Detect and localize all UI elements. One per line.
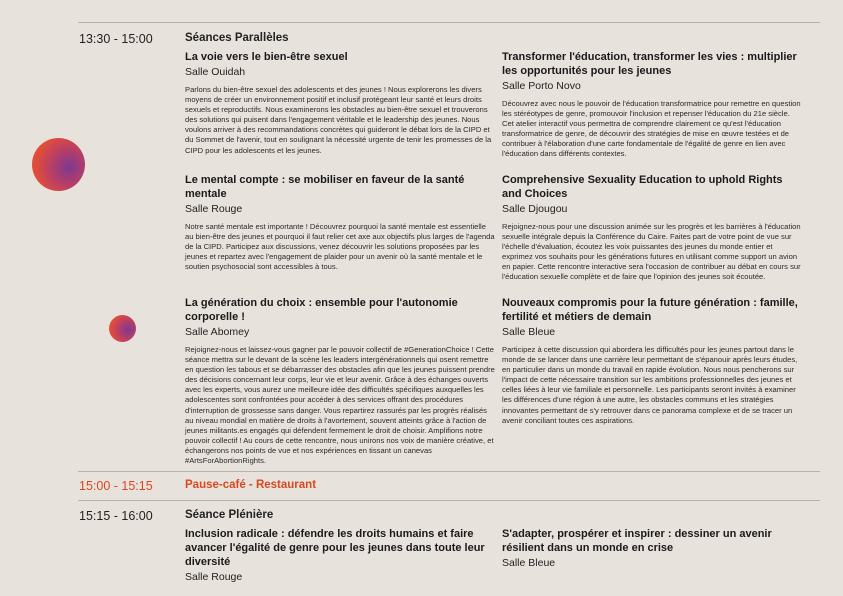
session-card bbox=[185, 50, 495, 156]
session-room: Salle Porto Novo bbox=[502, 80, 581, 92]
session-title: Transformer l'éducation, transformer les vies : multiplier les opportunités pour les jeunes bbox=[502, 51, 797, 77]
session-description: Parlons du bien-être sexuel des adolescents et des jeunes ! Nous explorerons les divers moyens de créer un environnement positif et inclusif protégeant leur santé et leurs droits sexuels et reproductifs. Nous examinerons les obstacles au bien-être sexuel et trouverons des solutions qui puisent dans l'engagement véritable et le leadership des jeunes. Nous voulons arriver à des recommandations concrètes qui guideront le débat lors de la CIPD et du Sommet de l'avenir, tout en soulignant la nécessité urgente de tenir les promesses de la CIPD pour les adolescents et les jeunes. bbox=[185, 85, 492, 155]
session-card bbox=[185, 296, 495, 466]
session-room: Salle Djougou bbox=[502, 203, 568, 215]
session-card bbox=[502, 527, 802, 570]
divider-break-bottom bbox=[78, 500, 820, 501]
break-title: Pause-café - Restaurant bbox=[185, 479, 317, 491]
session-description: Notre santé mentale est importante ! Découvrez pourquoi la santé mentale est essentielle au bien-être des jeunes et pourquoi il faut relier cet axe aux objectifs plus larges de l'agenda de la CIPD. Participez aux discussions, venez découvrir les solutions proposées par les jeunes et repartez avec l'engagement de plaider pour un avenir où la santé mentale et le soutien psychosocial sont accessibles à tous. bbox=[185, 222, 495, 272]
session-description: Rejoignez-nous pour une discussion animée sur les progrès et les barrières à l'éducation sexuelle intégrale depuis la Conférence du Caire. Faites part de votre point de vue sur l'échelle d'évaluation, écoutez les voix puissantes des jeunes du monde entier et exprimez vos souhaits pour les générations futures en utilisant comme support un avion en papier. Cette rencontre interactive sera l'occasion de contribuer au débat en cours sur l'éducation sexuelle complète et de faire que l'opinion des jeunes soit écoutée. bbox=[502, 222, 801, 282]
session-room: Salle Rouge bbox=[185, 571, 243, 583]
section-title-plenary: Séance Plénière bbox=[185, 509, 274, 521]
section-title-parallel: Séances Parallèles bbox=[185, 32, 289, 44]
session-card bbox=[502, 296, 802, 426]
session-room: Salle Abomey bbox=[185, 326, 250, 338]
session-room: Salle Rouge bbox=[185, 203, 243, 215]
top-divider bbox=[78, 22, 820, 23]
session-title: Le mental compte : se mobiliser en faveur de la santé mentale bbox=[185, 174, 465, 200]
session-title: Comprehensive Sexuality Education to uphold Rights and Choices bbox=[502, 174, 783, 200]
session-title: La génération du choix : ensemble pour l'autonomie corporelle ! bbox=[185, 297, 458, 323]
session-title: S'adapter, prospérer et inspirer : dessiner un avenir résilient dans un monde en crise bbox=[502, 528, 772, 554]
session-card bbox=[502, 173, 802, 283]
session-room: Salle Bleue bbox=[502, 557, 556, 569]
session-title: Inclusion radicale : défendre les droits humains et faire avancer l'égalité de genre pour les jeunes dans toute leur diversité bbox=[185, 528, 485, 568]
session-title: La voie vers le bien-être sexuel bbox=[185, 51, 348, 63]
decorative-circle-small bbox=[109, 315, 136, 342]
session-room: Salle Ouidah bbox=[185, 66, 246, 78]
session-card bbox=[185, 173, 495, 272]
time-slot-1: 13:30 - 15:00 bbox=[79, 32, 153, 46]
session-description: Rejoignez-nous et laissez-vous gagner par le pouvoir collectif de #GenerationChoice ! Cette séance mettra sur le devant de la scène les leaders intergénérationnels qui osent remettre en question les tabous et se débarrasser des obstacles afin que les jeunes puissent prendre des décisions concernant leur corps, leur vie et leur avenir. Grâce à des échanges ouverts avec les experts, vous aurez une meilleure idée des difficultés spécifiques auxquelles les adolescentes sont confrontées pour accéder à des services offrant des procédures d'interruption de grossesse sans danger. Vous repartirez rassurés par les progrès réalisés au niveau mondial en matière de droits à l'avortement, souvent atteints grâce à l'action de jeunes militants.es engagés qui défendent fermement le droit de choisir. Amplifions notre pouvoir collectif ! Au cours de cette rencontre, nous unirons nos voix de manière créative, et échangerons nos points de vue et nos expériences en tissant un canevas #ArtsForAbortionRights. bbox=[185, 345, 495, 466]
decorative-circle-large bbox=[32, 138, 85, 191]
divider-break-top bbox=[78, 471, 820, 472]
time-slot-break: 15:00 - 15:15 bbox=[79, 479, 153, 493]
session-room: Salle Bleue bbox=[502, 326, 556, 338]
session-card bbox=[502, 50, 802, 160]
time-slot-2: 15:15 - 16:00 bbox=[79, 509, 153, 523]
session-card bbox=[185, 527, 495, 584]
session-description: Découvrez avec nous le pouvoir de l'éducation transformatrice pour remettre en question les stéréotypes de genre, promouvoir l'inclusion et repenser l'éducation du 21e siècle. Cet atelier interactif vous permettra de comprendre clairement ce qu'est l'éducation transformatrice de genre, de découvrir des stratégies de mise en œuvre testées et de contribuer à l'élaboration d'une carte fondamentale de l'égalité de genre en lien avec l'éducation dans différents contextes. bbox=[502, 99, 801, 159]
session-title: Nouveaux compromis pour la future génération : famille, fertilité et métiers de demain bbox=[502, 297, 798, 323]
session-description: Participez à cette discussion qui abordera les difficultés pour les jeunes partout dans le monde de se lancer dans une carrière leur permettant de s'épanouir après leurs études, en particulier dans un monde du travail en rapide évolution. Nous nous pencherons sur l'impact de cette nécessaire transition sur les ambitions professionnelles des jeunes et celles liées à leur vie familiale et personnelle. Les participants seront invités à examiner les différences d'une région à une autre, les obstacles communs et les stratégies innovantes permettant de s'y retrouver dans ce panorama complexe et de se tracer un avenir conciliant toutes ces aspirations. bbox=[502, 345, 798, 425]
